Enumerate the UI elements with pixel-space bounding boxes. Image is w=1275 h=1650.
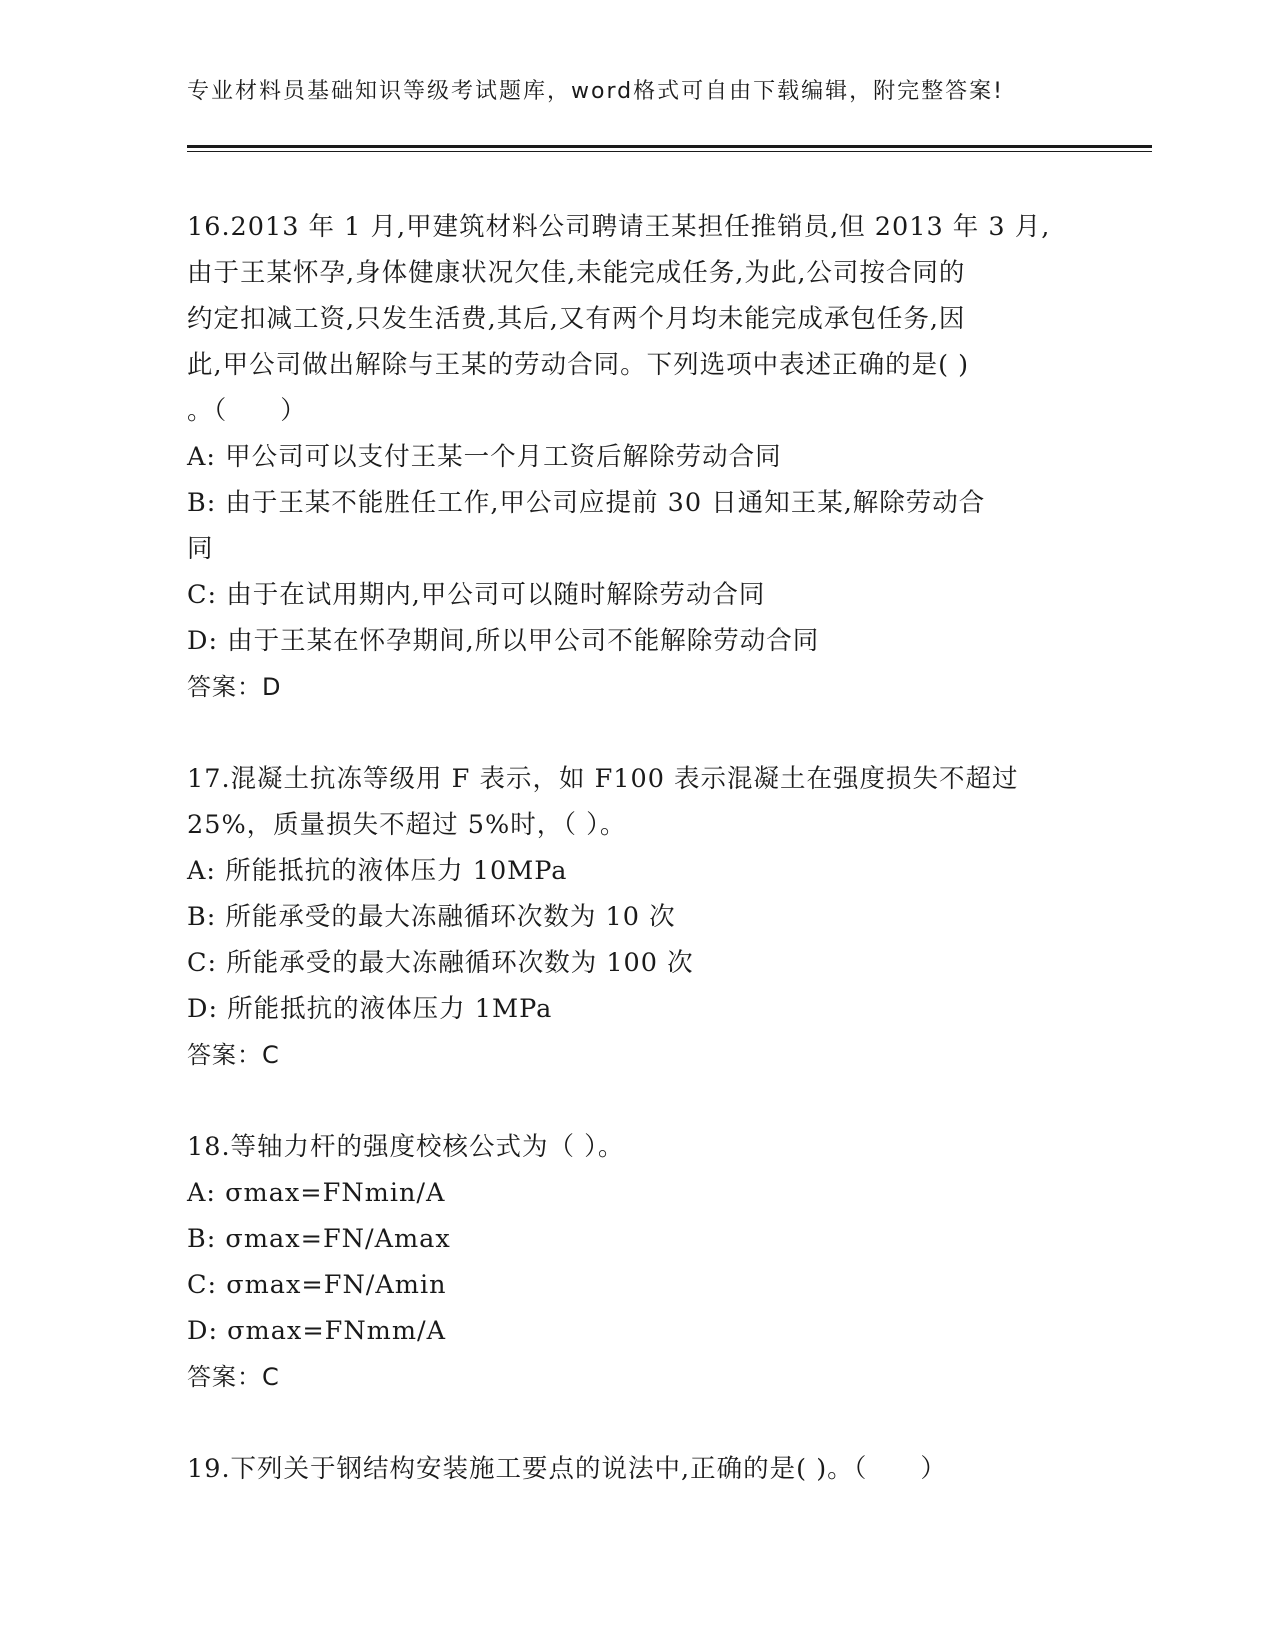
question-text-line: 16.2013 年 1 月,甲建筑材料公司聘请王某担任推销员,但 2013 年 3 月, — [187, 212, 1051, 242]
question-list — [187, 204, 1087, 1492]
question-text-line: 。（ ） — [187, 396, 307, 426]
option-c: C: 所能承受的最大冻融循环次数为 100 次 — [187, 948, 694, 978]
question-text-line: 由于王某怀孕,身体健康状况欠佳,未能完成任务,为此,公司按合同的 — [187, 258, 966, 288]
document-header: 专业材料员基础知识等级考试题库，word格式可自由下载编辑，附完整答案! — [187, 79, 1004, 104]
option-a: A: σmax=FNmin/A — [187, 1178, 446, 1208]
question-18 — [187, 1124, 1087, 1400]
option-c: C: 由于在试用期内,甲公司可以随时解除劳动合同 — [187, 580, 766, 610]
spacer — [187, 710, 1087, 756]
question-text-line: 17.混凝土抗冻等级用 F 表示，如 F100 表示混凝土在强度损失不超过 — [187, 764, 1019, 794]
spacer — [187, 1400, 1087, 1446]
option-a: A: 所能抵抗的液体压力 10MPa — [187, 856, 568, 886]
answer: 答案：C — [187, 1363, 280, 1391]
question-text-line: 约定扣减工资,只发生活费,其后,又有两个月均未能完成承包任务,因 — [187, 304, 966, 334]
question-text-line: 18.等轴力杆的强度校核公式为（ ）。 — [187, 1132, 625, 1162]
option-d: D: 由于王某在怀孕期间,所以甲公司不能解除劳动合同 — [187, 626, 820, 656]
option-c: C: σmax=FN/Amin — [187, 1270, 447, 1300]
spacer — [187, 1078, 1087, 1124]
question-text-line: 25%，质量损失不超过 5%时，（ ）。 — [187, 810, 627, 840]
question-17 — [187, 756, 1087, 1078]
option-b: B: 所能承受的最大冻融循环次数为 10 次 — [187, 902, 676, 932]
question-16 — [187, 204, 1087, 710]
header-rule-thick — [187, 145, 1152, 148]
answer: 答案：D — [187, 673, 282, 701]
question-19 — [187, 1446, 1087, 1492]
option-a: A: 甲公司可以支付王某一个月工资后解除劳动合同 — [187, 442, 782, 472]
header-rule-thin — [187, 151, 1152, 152]
question-text-line: 19.下列关于钢结构安装施工要点的说法中,正确的是( )。（ ） — [187, 1454, 947, 1484]
question-text-line: 此,甲公司做出解除与王某的劳动合同。下列选项中表述正确的是( ) — [187, 350, 970, 380]
option-b-continued: 同 — [187, 534, 214, 564]
option-d: D: σmax=FNmm/A — [187, 1316, 447, 1346]
option-b: B: 由于王某不能胜任工作,甲公司应提前 30 日通知王某,解除劳动合 — [187, 488, 986, 518]
option-d: D: 所能抵抗的液体压力 1MPa — [187, 994, 553, 1024]
answer: 答案：C — [187, 1041, 280, 1069]
option-b: B: σmax=FN/Amax — [187, 1224, 451, 1254]
